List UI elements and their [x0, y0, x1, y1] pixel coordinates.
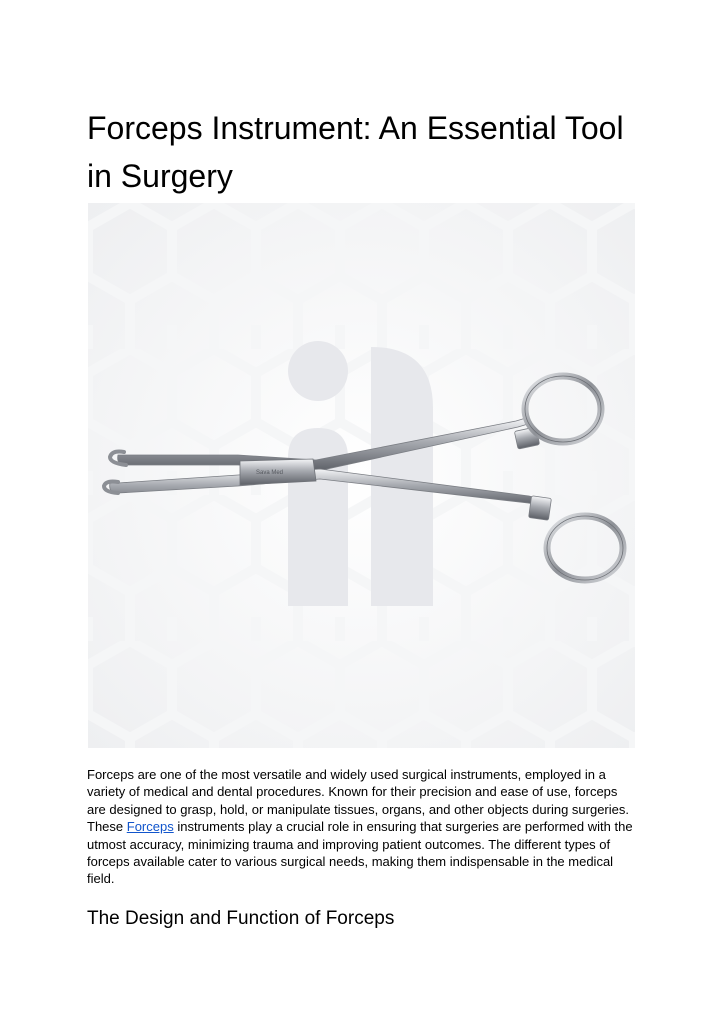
page-title: Forceps Instrument: An Essential Tool in Surgery [87, 110, 624, 194]
forceps-image [88, 203, 635, 748]
intro-text-1: Forceps are one of the most versatile and widely used surgical instruments, employed in a variety of medical and dental procedures. Known for their precision and ease of use, forceps are designed to grasp, hold, or manipulate tissues, organs, and other objects during surgeries. These [87, 767, 629, 835]
forceps-box-lock [240, 459, 316, 485]
forceps-link[interactable]: Forceps [126, 819, 174, 835]
engraving-text: Sava Med [256, 470, 284, 476]
intro-text-2: instruments play a crucial role in ensuring that surgeries are performed with the utmost accuracy, minimizing trauma and improving patient outcomes. The different types of forceps available cater to various surgical needs, making them indispensable in the medical field. [87, 819, 633, 887]
intro-paragraph [87, 766, 639, 888]
section-heading: The Design and Function of Forceps [87, 908, 395, 929]
